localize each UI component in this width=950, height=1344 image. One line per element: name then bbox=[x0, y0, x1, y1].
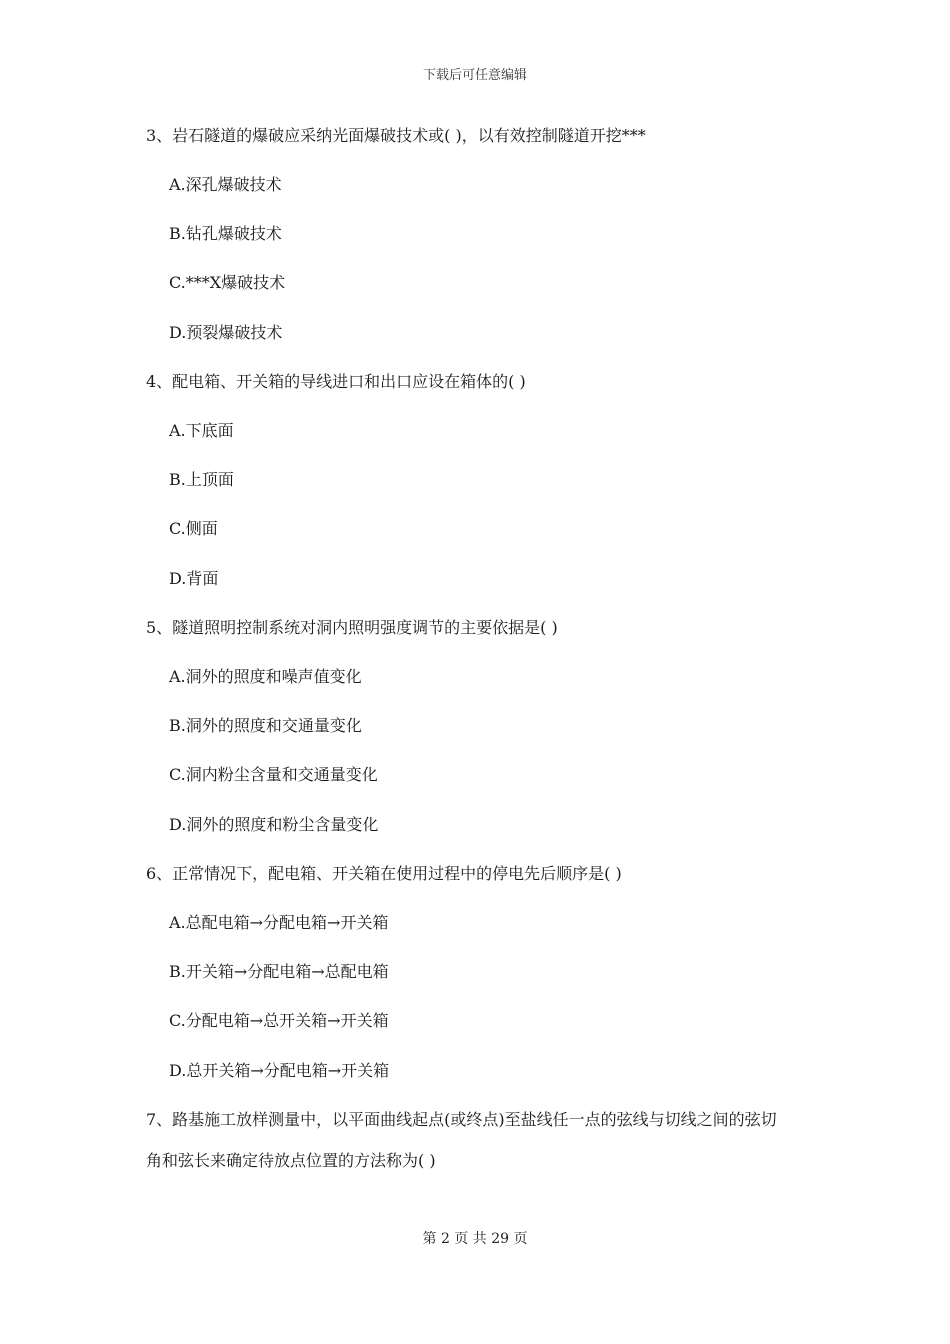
option-b: B.钻孔爆破技术 bbox=[169, 224, 282, 243]
question-stem: 5、隧道照明控制系统对洞内照明强度调节的主要依据是( ) bbox=[146, 618, 558, 637]
option-d: D.预裂爆破技术 bbox=[169, 323, 283, 342]
option-d: D.总开关箱→分配电箱→开关箱 bbox=[169, 1061, 390, 1080]
option-d: D.洞外的照度和粉尘含量变化 bbox=[169, 815, 379, 834]
option-b: B.开关箱→分配电箱→总配电箱 bbox=[169, 962, 389, 981]
option-c: C.分配电箱→总开关箱→开关箱 bbox=[169, 1011, 389, 1030]
option-d: D.背面 bbox=[169, 569, 219, 588]
option-c: C.洞内粉尘含量和交通量变化 bbox=[169, 765, 378, 784]
question-stem: 3、岩石隧道的爆破应采纳光面爆破技术或( )，以有效控制隧道开挖*** bbox=[146, 126, 646, 145]
option-a: A.深孔爆破技术 bbox=[169, 175, 282, 194]
option-a: A.总配电箱→分配电箱→开关箱 bbox=[169, 913, 389, 932]
question-stem: 7、路基施工放样测量中，以平面曲线起点(或终点)至盐线任一点的弦线与切线之间的弦切 bbox=[146, 1110, 777, 1129]
option-a: A.洞外的照度和噪声值变化 bbox=[169, 667, 362, 686]
option-b: B.上顶面 bbox=[169, 470, 234, 489]
option-c: C.***X爆破技术 bbox=[169, 273, 286, 292]
page-header: 下载后可任意编辑 bbox=[422, 68, 527, 83]
question-stem: 6、正常情况下，配电箱、开关箱在使用过程中的停电先后顺序是( ) bbox=[146, 864, 622, 883]
question-stem: 4、配电箱、开关箱的导线进口和出口应设在箱体的( ) bbox=[146, 372, 526, 391]
option-b: B.洞外的照度和交通量变化 bbox=[169, 716, 362, 735]
page-footer: 第 2 页 共 29 页 bbox=[422, 1231, 528, 1247]
option-c: C.侧面 bbox=[169, 519, 218, 538]
option-a: A.下底面 bbox=[169, 421, 234, 440]
question-stem-continued: 角和弦长来确定待放点位置的方法称为( ) bbox=[146, 1151, 436, 1170]
